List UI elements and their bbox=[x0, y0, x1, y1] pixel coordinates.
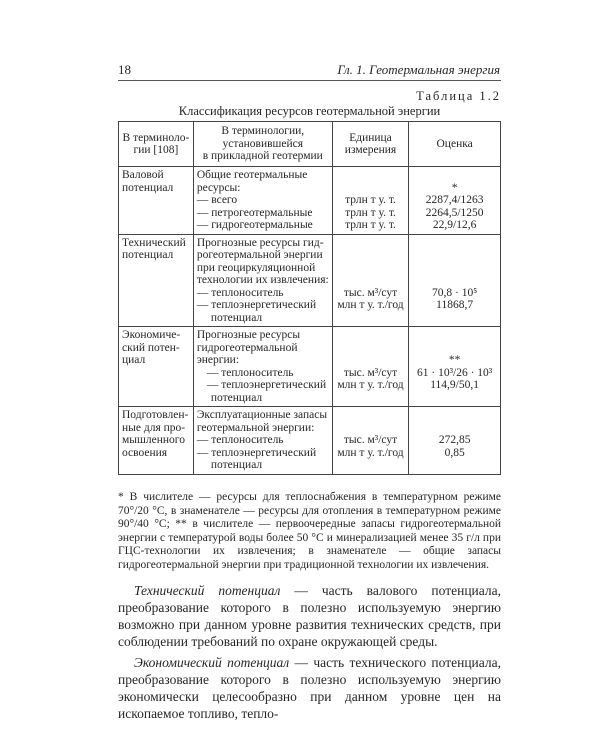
header-rule bbox=[118, 80, 501, 81]
row-term: Технический потенциал bbox=[119, 234, 194, 327]
table-row bbox=[119, 407, 501, 475]
table-footnote: * В числителе — ресурсы для теплоснабжения в температурном режиме 70°/20 °С, в знаменателе — ресурсы для отопления в температурном режиме 90°/40 °С; ** в числителе — первоочередные запасы гидрогеотермальной энергии с температурой воды более 50 °С и минерализацией менее 35 г/л при ГЦС-технологии их извлечения; в знаменателе — общие запасы гидрогеотермальной энергии при традиционной технологии их извлечения. bbox=[118, 491, 501, 571]
resources-table bbox=[118, 121, 501, 475]
paragraph: Технический потенциал — часть валового потенциала, преобразование которого в полезно используемую энергию возможно при данном уровне развития технических средств, при соблюдении требований по охране окружающей среды. bbox=[118, 583, 501, 649]
header-unit: Единица измерения bbox=[332, 122, 409, 167]
paragraph: Экономический потенциал — часть технического потенциала, преобразование которого в полезно используемую энергию экономически целесообразно при данном уровне цен на ископаемое топливо, тепло- bbox=[118, 655, 501, 721]
row-description: Прогнозные ресурсы гид- рогеотермальной энергии при геоциркуляционной технологии их извлечения: — теплоноситель — теплоэнергетический потенциал bbox=[193, 234, 332, 327]
row-unit: тыс. м³/сут млн т у. т./год bbox=[332, 234, 409, 327]
table-row bbox=[119, 327, 501, 407]
row-estimate: ** 61 · 10³/26 · 10³ 114,9/50,1 bbox=[409, 327, 501, 407]
defined-term: Технический потенциал bbox=[134, 583, 281, 598]
table-row bbox=[119, 167, 501, 235]
header-applied-term: В терминологии, установившейся в прикладной геотермии bbox=[193, 122, 332, 167]
footnote-marker: ** bbox=[448, 354, 461, 366]
chapter-title: Гл. 1. Геотермальная энергия bbox=[337, 62, 500, 77]
row-description: Эксплуатационные запасы геотермальной энергии: — теплоноситель — теплоэнергетический потенциал bbox=[193, 407, 332, 475]
table-header-row bbox=[119, 122, 501, 167]
defined-term: Экономический потенциал bbox=[134, 655, 290, 670]
row-unit: тыс. м³/сут млн т у. т./год bbox=[332, 327, 409, 407]
row-unit: тыс. м³/сут млн т у. т./год bbox=[332, 407, 409, 475]
row-unit: трлн т у. т. трлн т у. т. трлн т у. т. bbox=[332, 167, 409, 235]
row-estimate: * 2287,4/1263 2264,5/1250 22,9/12,6 bbox=[409, 167, 501, 235]
page-number: 18 bbox=[118, 62, 131, 77]
row-estimate: 272,85 0,85 bbox=[409, 407, 501, 475]
footnote-marker: * bbox=[451, 181, 458, 194]
table-label: Таблица 1.2 bbox=[416, 89, 501, 103]
row-description: Прогнозные ресурсы гидрогеотермальной энергии: — теплоноситель — теплоэнергетический потенциал bbox=[193, 327, 332, 407]
row-description: Общие геотермальные ресурсы: — всего — петрогеотермальные — гидрогеотермальные bbox=[193, 167, 332, 235]
header-term: В терминоло- гии [108] bbox=[119, 122, 194, 167]
body-text bbox=[118, 582, 501, 726]
row-term: Подготовлен- ные для про- мышленного освоения bbox=[119, 407, 194, 475]
row-term: Экономиче- ский потен- циал bbox=[119, 327, 194, 407]
header-estimate: Оценка bbox=[409, 122, 501, 167]
running-header bbox=[118, 62, 500, 80]
table-row bbox=[119, 234, 501, 327]
row-term: Валовой потенциал bbox=[119, 167, 194, 235]
row-estimate: 70,8 · 10⁵ 11868,7 bbox=[409, 234, 501, 327]
table-caption: Классификация ресурсов геотермальной энергии bbox=[178, 104, 441, 118]
